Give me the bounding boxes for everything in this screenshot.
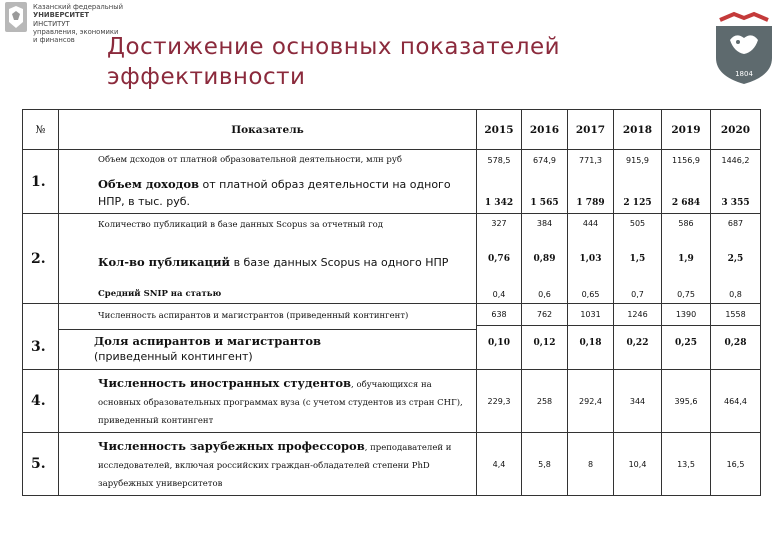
indicator-cell	[59, 433, 477, 496]
title-line: эффективности	[107, 64, 306, 90]
value: 638	[477, 304, 521, 326]
emblem-year: 1804	[735, 70, 753, 78]
value-cell	[477, 214, 522, 304]
table-row	[23, 304, 761, 370]
value: 0,6	[538, 289, 551, 299]
value-cell	[614, 304, 662, 370]
value: 0,4	[492, 289, 506, 299]
value-cell	[711, 150, 761, 214]
value: 1156,9	[672, 155, 700, 165]
value: 1 342	[484, 197, 514, 208]
indicator-cell	[59, 304, 477, 370]
value: 3 355	[721, 197, 750, 208]
col-header: 2019	[662, 110, 711, 150]
value-cell	[568, 304, 614, 370]
value: 0,18	[579, 338, 602, 348]
value-cell	[568, 150, 614, 214]
value-cell	[662, 150, 711, 214]
sub-indicator-label: Объем дсходов от платной образовательной деятельности, млн руб	[98, 155, 402, 165]
value: 258	[522, 370, 568, 433]
indicator-lead: Численность иностранных студентов	[98, 376, 352, 390]
indicator-label	[98, 175, 474, 209]
value: 1 789	[576, 197, 605, 208]
value-cell	[662, 214, 711, 304]
value: 915,9	[626, 155, 649, 165]
value: 1 565	[530, 197, 559, 208]
value: 1246	[614, 304, 661, 326]
value: 327	[491, 218, 507, 228]
value: 2 125	[623, 197, 652, 208]
indicator-rest: от платной образ деятельности на одного НПР, в тыс. руб.	[98, 178, 451, 208]
indicator-label	[98, 251, 474, 270]
value: 344	[614, 370, 662, 433]
value-cell	[711, 304, 761, 370]
value: 674,9	[533, 155, 556, 165]
value: 1390	[662, 304, 710, 326]
value: 771,3	[579, 155, 602, 165]
value: 229,3	[477, 370, 522, 433]
indicator-lead: Кол-во публикаций	[98, 254, 231, 269]
indicator-cell	[59, 370, 477, 433]
table-row	[23, 433, 761, 496]
col-header: №	[23, 110, 59, 150]
indicator-label	[59, 330, 476, 368]
value-cell	[614, 214, 662, 304]
kfu-logo-icon	[5, 2, 27, 32]
value: 1,03	[579, 253, 602, 264]
table-row	[23, 370, 761, 433]
value: 0,10	[488, 338, 510, 348]
value: 16,5	[711, 433, 761, 496]
value-cell	[614, 150, 662, 214]
col-header: 2016	[522, 110, 568, 150]
sub-indicator-label: Количество публикаций в базе данных Scopus за отчетный год	[98, 219, 383, 230]
indicator-lead: Численность зарубежных профессоров	[98, 439, 365, 453]
indicator-cell	[59, 150, 477, 214]
value-cell	[711, 214, 761, 304]
value: 505	[629, 218, 646, 228]
table-row	[23, 150, 761, 214]
value: 0,75	[677, 289, 695, 299]
value: 0,28	[724, 338, 747, 348]
value-cell	[662, 304, 711, 370]
value: 0,65	[581, 289, 600, 299]
value-cell	[522, 214, 568, 304]
value-cell	[568, 214, 614, 304]
logo-line: управления, экономики	[33, 27, 119, 36]
value-cell	[477, 150, 522, 214]
table-row	[23, 214, 761, 304]
col-header: 2018	[614, 110, 662, 150]
value: 1446,2	[721, 155, 750, 165]
value: 395,6	[662, 370, 711, 433]
value: 2,5	[727, 253, 744, 264]
logo-line: Казанский федеральный	[33, 3, 123, 11]
indicator-cell	[59, 214, 477, 304]
value-cell	[522, 304, 568, 370]
indicator-rest: , преподавателей и исследователей, включая российских граждан-обладателей степени PhD зарубежных университетов	[98, 443, 452, 489]
row-number: 3.	[23, 304, 59, 370]
value: 586	[678, 218, 694, 228]
university-emblem	[712, 6, 776, 86]
value: 0,12	[533, 338, 556, 348]
value: 2 684	[671, 197, 701, 208]
snip-label: Средний SNIP на статью	[98, 288, 222, 299]
col-header: 2020	[711, 110, 761, 150]
indicator-lead: Объем доходов	[98, 177, 200, 191]
value: 10,4	[614, 433, 662, 496]
value: 444	[582, 218, 599, 228]
value: 4,4	[477, 433, 522, 496]
value: 0,8	[729, 289, 742, 299]
row-number: 2.	[23, 214, 59, 304]
indicators-table	[22, 109, 761, 496]
value-cell	[522, 150, 568, 214]
slide-title	[107, 32, 627, 92]
value: 578,5	[487, 155, 511, 165]
row-number: 4.	[23, 370, 59, 433]
indicator-rest: (приведенный контингент)	[94, 350, 253, 363]
value: 0,89	[533, 253, 556, 264]
value: 1031	[568, 304, 613, 326]
value: 292,4	[568, 370, 614, 433]
emblem-icon	[712, 6, 776, 86]
value: 13,5	[662, 433, 711, 496]
logo-line: и финансов	[33, 36, 75, 45]
value: 5,8	[522, 433, 568, 496]
indicator-rest: в базе данных Scopus на одного НПР	[230, 255, 449, 269]
sub-indicator-label: Численность аспирантов и магистрантов (приведенный контингент)	[59, 304, 476, 330]
title-line: Достижение основных показателей	[107, 34, 561, 60]
row-number: 5.	[23, 433, 59, 496]
indicator-lead: Доля аспирантов и магистрантов	[94, 334, 321, 348]
value: 1558	[711, 304, 760, 326]
col-header: Показатель	[59, 110, 477, 150]
value: 1,9	[678, 253, 694, 264]
value: 464,4	[711, 370, 761, 433]
value: 0,7	[631, 289, 644, 299]
value: 8	[568, 433, 614, 496]
value: 687	[727, 218, 744, 228]
col-header: 2015	[477, 110, 522, 150]
value: 0,76	[488, 253, 510, 264]
value: 0,22	[626, 338, 649, 348]
value-cell	[477, 304, 522, 370]
value: 762	[522, 304, 567, 326]
value: 0,25	[675, 338, 697, 348]
value: 1,5	[629, 253, 646, 264]
col-header: 2017	[568, 110, 614, 150]
table-header-row	[23, 110, 761, 150]
row-number: 1.	[23, 150, 59, 214]
indicator-rest: , обучающихся на основных образовательных программах вуза (с учетом студентов из стран СНГ), приведенный контингент	[98, 380, 463, 426]
value: 384	[536, 218, 553, 228]
logo-line: ИНСТИТУТ	[33, 19, 70, 28]
logo-line: УНИВЕРСИТЕТ	[33, 11, 90, 20]
